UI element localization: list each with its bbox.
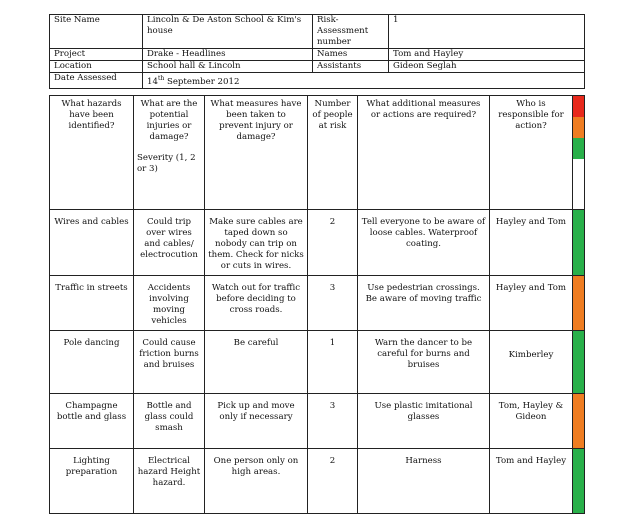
additional-cell: Warn the dancer to be careful for burns and bruises — [358, 330, 490, 393]
status-orange — [573, 117, 584, 138]
responsible-cell: Hayley and Tom — [490, 275, 573, 330]
number-cell: 3 — [308, 275, 358, 330]
hazard-cell: Pole dancing — [50, 330, 134, 393]
measure-cell: One person only on high areas. — [205, 448, 308, 513]
number-cell: 3 — [308, 393, 358, 448]
ra-number-label: Risk-Assessment number — [313, 15, 389, 49]
names-label: Names — [313, 49, 389, 61]
col-number: Number of people at risk — [308, 95, 358, 209]
date-rest: September 2012 — [164, 76, 240, 87]
site-name-value: Lincoln & De Aston School & Kim's house — [143, 15, 313, 49]
risk-assessment-page — [49, 14, 584, 514]
status-cell — [573, 209, 585, 275]
col-injuries-text: What are the potential injuries or damage? — [140, 98, 198, 142]
col-injuries — [134, 95, 205, 209]
hazard-cell: Lighting preparation — [50, 448, 134, 513]
project-value: Drake - Headlines — [143, 49, 313, 61]
project-label: Project — [50, 49, 143, 61]
date-day: 14 — [147, 76, 158, 87]
location-value: School hall & Lincoln — [143, 61, 313, 73]
status-cell — [573, 330, 585, 393]
additional-cell: Harness — [358, 448, 490, 513]
col-responsible: Who is responsible for action? — [490, 95, 573, 209]
injury-cell: Bottle and glass could smash — [134, 393, 205, 448]
responsible-cell: Tom and Hayley — [490, 448, 573, 513]
injury-cell: Accidents involving moving vehicles — [134, 275, 205, 330]
col-hazards: What hazards have been identified? — [50, 95, 134, 209]
assistants-value: Gideon Seglah — [389, 61, 585, 73]
site-name-label: Site Name — [50, 15, 143, 49]
status-cell — [573, 275, 585, 330]
injury-cell: Could cause friction burns and bruises — [134, 330, 205, 393]
hazard-cell: Champagne bottle and glass — [50, 393, 134, 448]
date-label: Date Assessed — [50, 73, 143, 89]
measure-cell: Watch out for traffic before deciding to cross roads. — [205, 275, 308, 330]
responsible-cell: Tom, Hayley & Gideon — [490, 393, 573, 448]
status-green — [573, 138, 584, 159]
hazard-table — [49, 95, 585, 514]
measure-cell: Make sure cables are taped down so nobody can trip on them. Check for nicks or cuts in wires. — [205, 209, 308, 275]
responsible-text: Kimberley — [508, 349, 554, 360]
assistants-label: Assistants — [313, 61, 389, 73]
col-additional: What additional measures or actions are required? — [358, 95, 490, 209]
status-cell — [573, 448, 585, 513]
date-suffix: th — [157, 75, 165, 82]
measure-cell: Be careful — [205, 330, 308, 393]
col-severity: Severity (1, 2 or 3) — [137, 152, 196, 174]
date-value — [143, 73, 585, 89]
number-cell: 2 — [308, 209, 358, 275]
hazard-cell: Wires and cables — [50, 209, 134, 275]
header-table — [49, 14, 585, 89]
injury-cell: Could trip over wires and cables/ electrocution — [134, 209, 205, 275]
additional-cell: Use pedestrian crossings. Be aware of moving traffic — [358, 275, 490, 330]
ra-number-value: 1 — [389, 15, 585, 49]
measure-cell: Pick up and move only if necessary — [205, 393, 308, 448]
number-cell: 2 — [308, 448, 358, 513]
col-measures: What measures have been taken to prevent injury or damage? — [205, 95, 308, 209]
status-header — [573, 95, 585, 209]
status-red — [573, 96, 584, 117]
location-label: Location — [50, 61, 143, 73]
number-cell: 1 — [308, 330, 358, 393]
additional-cell: Tell everyone to be aware of loose cables. Waterproof coating. — [358, 209, 490, 275]
responsible-cell: Hayley and Tom — [490, 209, 573, 275]
responsible-cell — [490, 330, 573, 393]
additional-cell: Use plastic imitational glasses — [358, 393, 490, 448]
names-value: Tom and Hayley — [389, 49, 585, 61]
status-cell — [573, 393, 585, 448]
injury-cell: Electrical hazard Height hazard. — [134, 448, 205, 513]
hazard-cell: Traffic in streets — [50, 275, 134, 330]
